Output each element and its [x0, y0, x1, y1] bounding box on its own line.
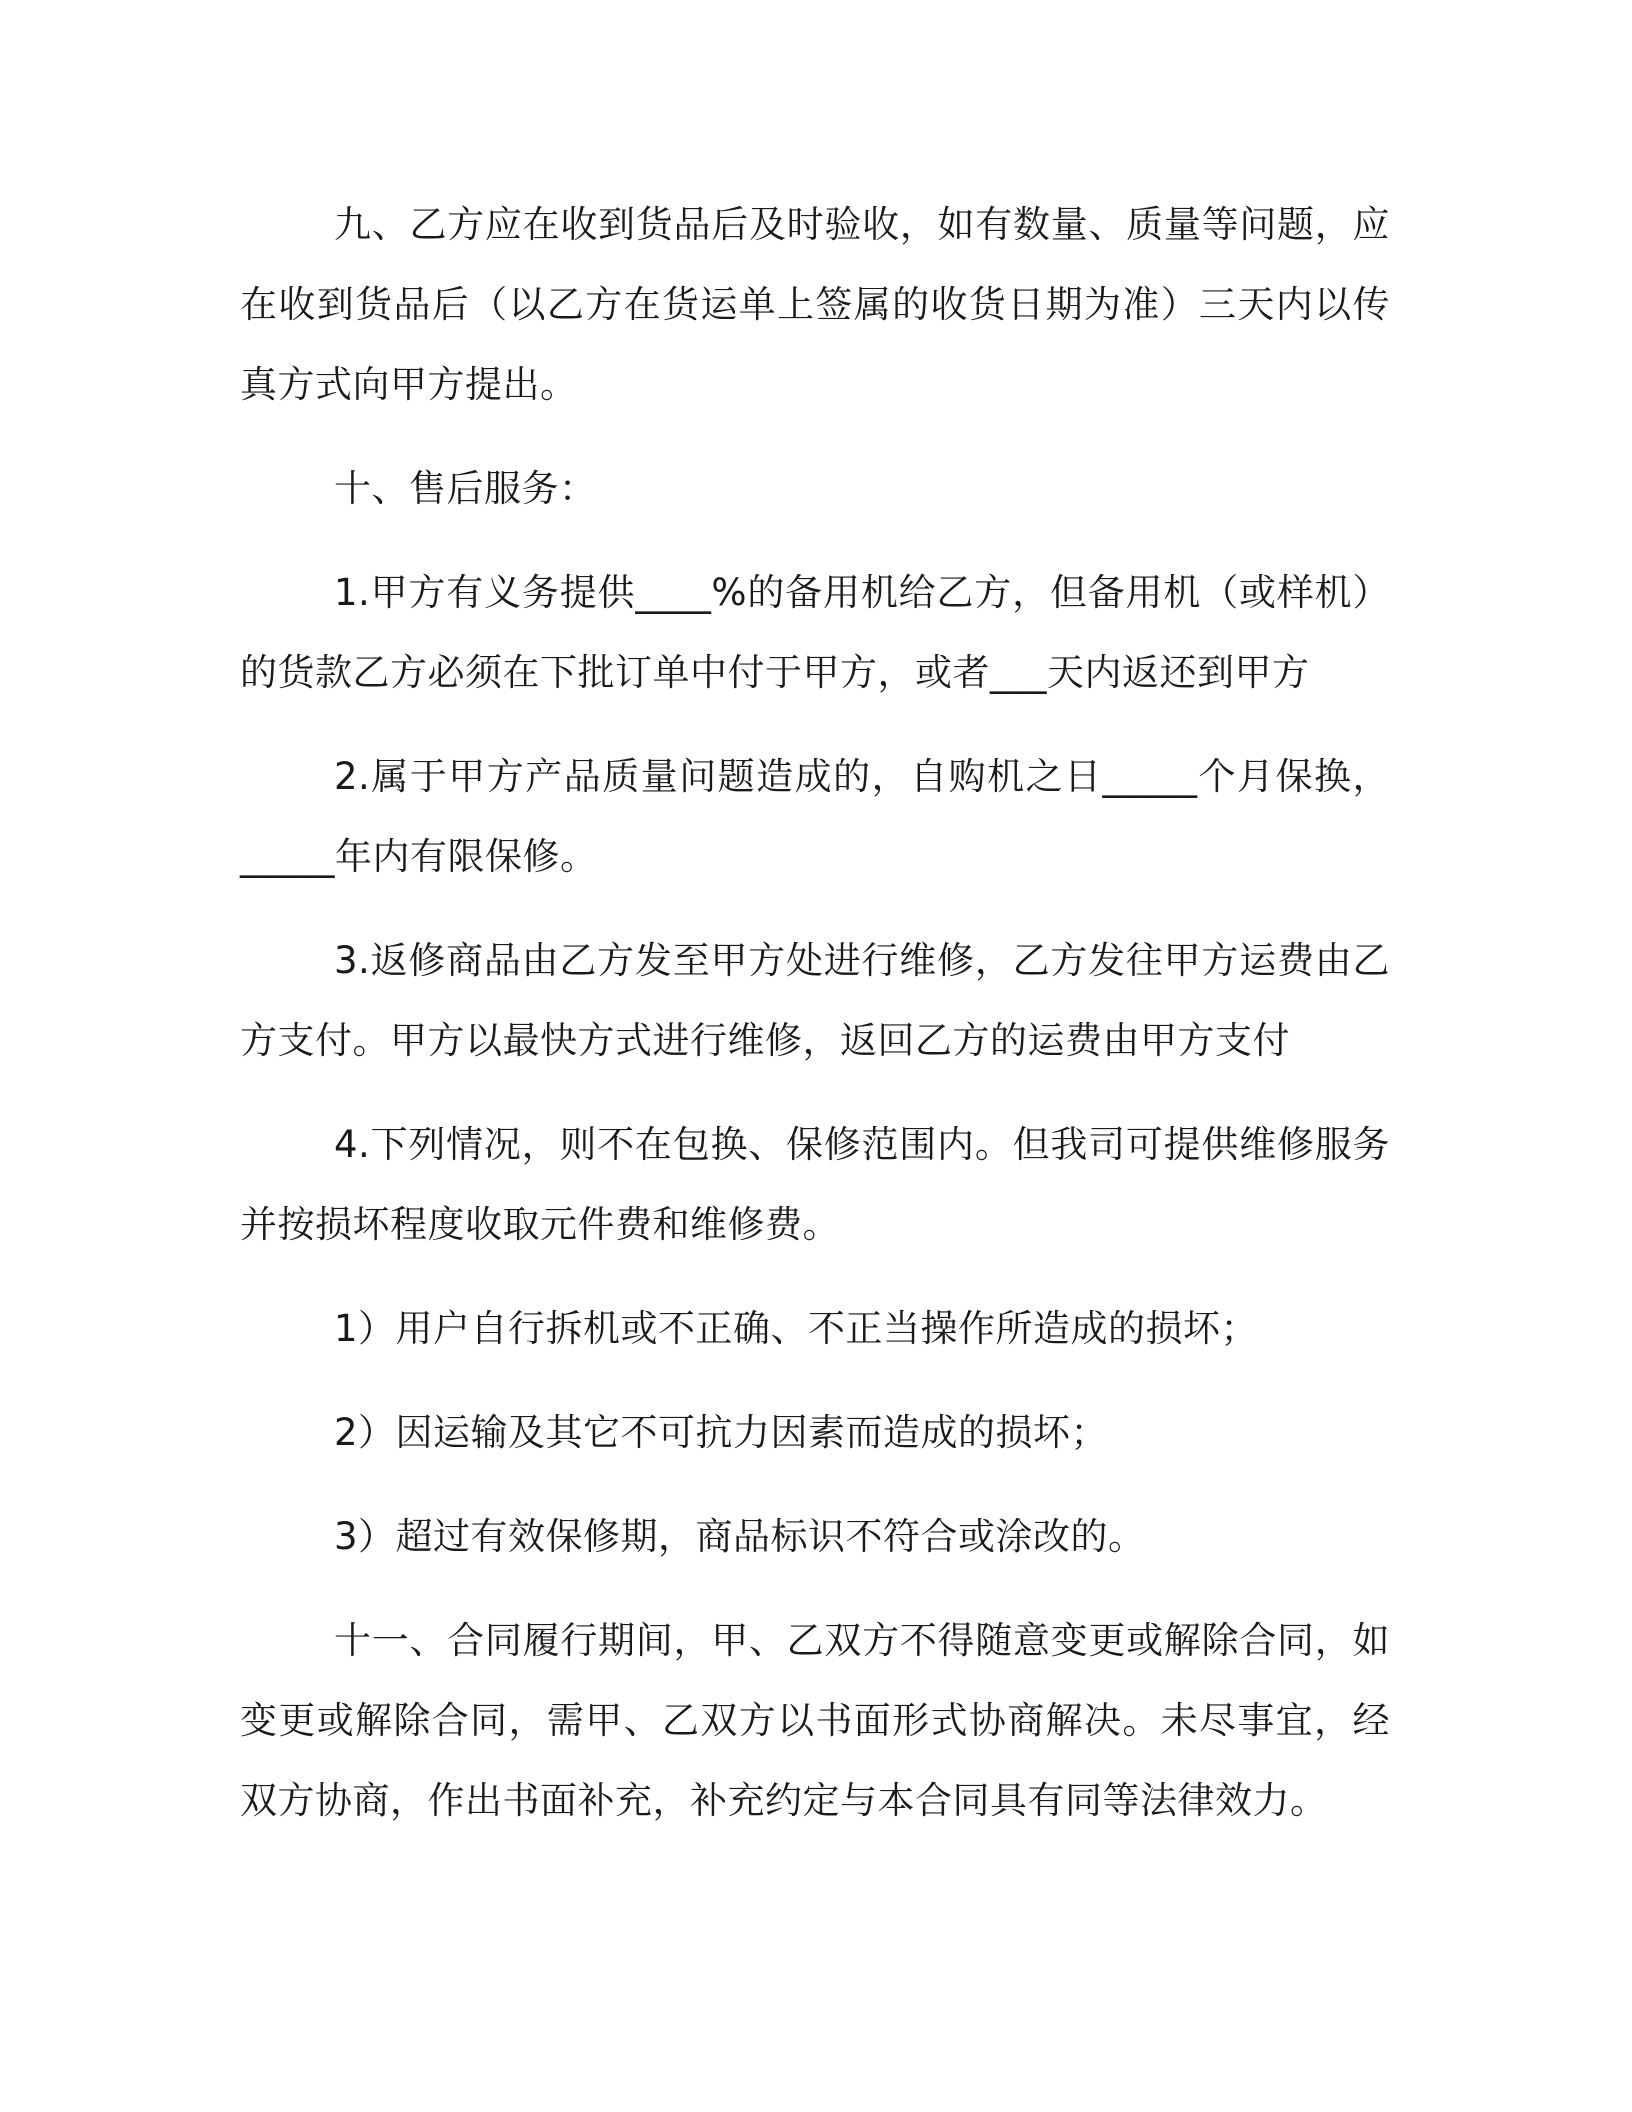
clause-10-item-3: 3.返修商品由乙方发至甲方处进行维修，乙方发往甲方运费由乙方支付。甲方以最快方式进行维修，返回乙方的运费由甲方支付 [240, 939, 1390, 1062]
clause-10-item-4-sub-2: 2）因运输及其它不可抗力因素而造成的损坏； [334, 1411, 1109, 1454]
clause-9-inspection: 九、乙方应在收到货品后及时验收，如有数量、质量等问题，应在收到货品后（以乙方在货运单上签属的收货日期为准）三天内以传真方式向甲方提出。 [240, 203, 1390, 406]
clause-10-item-2: 2.属于甲方产品质量问题造成的，自购机之日_____个月保换，_____年内有限保修。 [240, 755, 1390, 878]
clause-11-contract-changes: 十一、合同履行期间，甲、乙双方不得随意变更或解除合同，如变更或解除合同，需甲、乙双方以书面形式协商解决。未尽事宜，经双方协商，作出书面补充，补充约定与本合同具有同等法律效力。 [240, 1619, 1390, 1822]
clause-10-item-4: 4.下列情况，则不在包换、保修范围内。但我司可提供维修服务并按损坏程度收取元件费和维修费。 [240, 1123, 1390, 1246]
clause-10-item-4-sub-1: 1）用户自行拆机或不正确、不正当操作所造成的损坏； [334, 1307, 1259, 1350]
clause-10-item-4-sub-3: 3）超过有效保修期，商品标识不符合或涂改的。 [334, 1515, 1146, 1558]
document-body [240, 185, 1390, 1841]
clause-10-heading: 十、售后服务： [334, 467, 597, 510]
clause-10-item-1: 1.甲方有义务提供____%的备用机给乙方，但备用机（或样机）的货款乙方必须在下批订单中付于甲方，或者___天内返还到甲方 [240, 571, 1390, 694]
